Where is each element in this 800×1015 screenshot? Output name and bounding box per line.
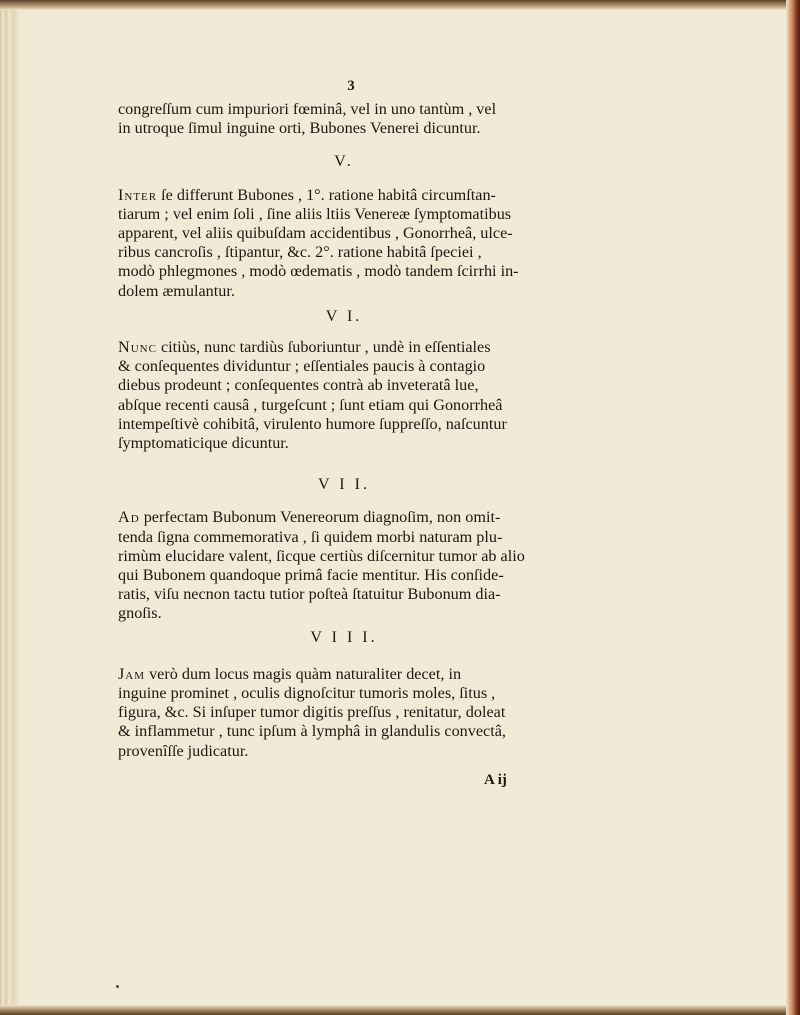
text-line: & inflammetur , tunc ipſum à lymphâ in glandulis convectâ, xyxy=(118,722,506,741)
text-line: dolem æmulantur. xyxy=(118,281,235,300)
paragraph-section-v xyxy=(118,186,570,301)
text-line: modò phlegmones , modò œdematis , modò tandem ſcirrhi in- xyxy=(118,262,519,281)
text-line: ratis, viſu necnon tactu tutior poſteà ſtatuitur Bubonum dia- xyxy=(118,585,501,604)
lead-word: Jam xyxy=(118,664,146,683)
text-line: perfectam Bubonum Venereorum diagnoſim, non omit- xyxy=(139,508,501,527)
text-line: ſe differunt Bubones , 1°. ratione habitâ circumſtan- xyxy=(157,185,496,204)
text-line: diebus prodeunt ; conſequentes contrà ab inveteratâ lue, xyxy=(118,376,479,395)
text-line: gnoſis. xyxy=(118,604,162,623)
text-line: provenîſſe judicatur. xyxy=(118,741,249,760)
text-line: tiarum ; vel enim ſoli , ſine aliis ltiis Venereæ ſymptomatibus xyxy=(118,204,512,223)
paragraph-section-vii xyxy=(118,508,570,623)
text-line: congreſſum cum impuriori fœminâ, vel in uno tantùm , vel xyxy=(118,100,497,118)
signature-mark: A ij xyxy=(484,772,507,788)
text-line: rimùm elucidare valent, ſicque certiùs diſcernitur tumor ab alio xyxy=(118,546,525,565)
page-text xyxy=(118,78,570,761)
text-line: figura, &c. Si inſuper tumor digitis preſſus , renitatur, doleat xyxy=(118,703,506,722)
text-line: in utroque ſimul inguine orti, Bubones Venerei dicuntur. xyxy=(118,119,481,138)
text-line: abſque recenti causâ , turgeſcunt ; ſunt etiam qui Gonorrheâ xyxy=(118,395,503,414)
section-heading: V I I I. xyxy=(310,628,378,646)
text-line: citiùs, nunc tardiùs ſuboriuntur , undè in eſſentiales xyxy=(156,338,491,357)
text-line: qui Bubonem quandoque primâ facie mentitur. His conſide- xyxy=(118,566,504,585)
text-line: verò dum locus magis quàm naturaliter decet, in xyxy=(145,664,462,683)
paragraph-section-vi xyxy=(118,338,570,453)
bottom-edge xyxy=(0,1005,800,1015)
paragraph-section-viii xyxy=(118,665,570,761)
text-line: apparent, vel aliis quibuſdam accidentibus , Gonorrheâ, ulce- xyxy=(118,224,513,243)
ink-spot xyxy=(116,985,119,988)
lead-word: Ad xyxy=(118,508,140,527)
section-heading: V I. xyxy=(325,307,363,325)
text-line: intempeſtivè cohibitâ, virulento humore ſuppreſſo, naſcuntur xyxy=(118,414,507,433)
text-line: ſymptomaticique dicuntur. xyxy=(118,434,289,453)
text-line: ribus cancroſis , ſtipantur, &c. 2°. ratione habitâ ſpeciei , xyxy=(118,243,482,262)
right-edge xyxy=(786,0,800,1015)
binding-edge xyxy=(0,0,24,1015)
top-edge xyxy=(0,0,800,10)
section-heading: V I I. xyxy=(318,476,370,494)
page-number: 3 xyxy=(347,78,355,94)
section-heading: V. xyxy=(334,153,354,171)
text-line: & conſequentes dividuntur ; eſſentiales paucis à contagio xyxy=(118,357,486,376)
text-line: inguine prominet , oculis dignoſcitur tumoris moles, ſitus , xyxy=(118,684,496,703)
paragraph-intro xyxy=(118,100,570,138)
lead-word: Inter xyxy=(118,185,158,204)
lead-word: Nunc xyxy=(118,338,157,357)
text-line: tenda ſigna commemorativa , ſi quidem morbi naturam plu- xyxy=(118,527,503,546)
